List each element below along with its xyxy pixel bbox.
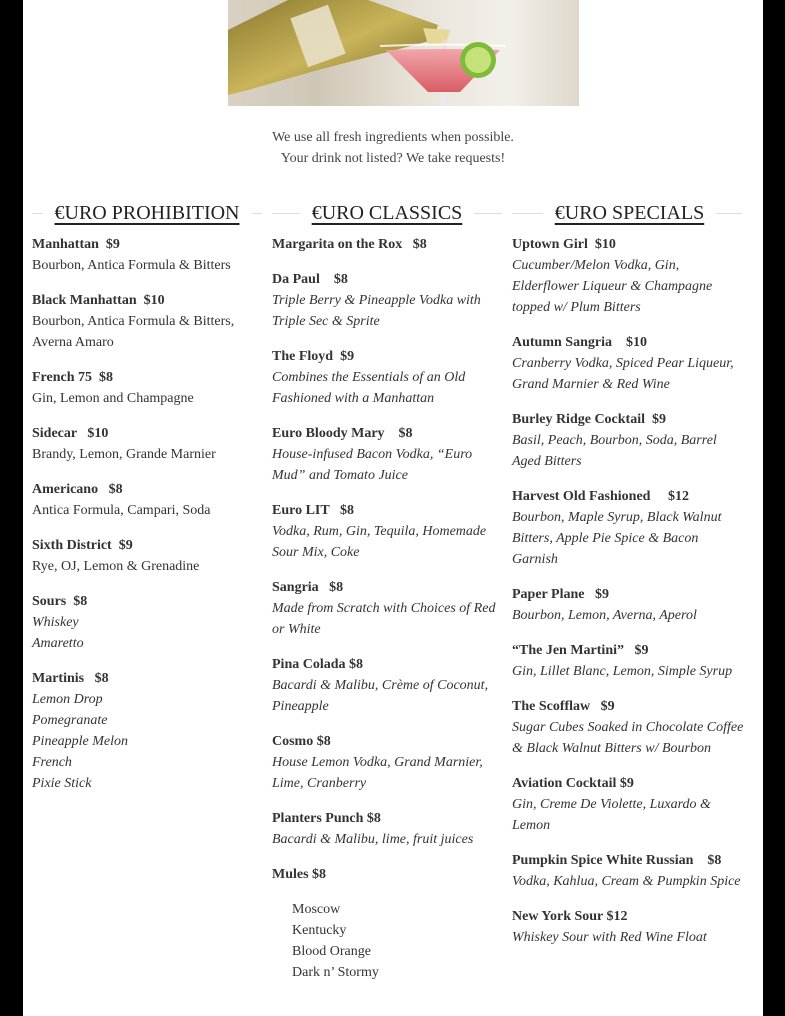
item-name: The Floyd $9 (272, 349, 355, 364)
menu-item (512, 409, 747, 472)
item-name: New York Sour $12 (512, 909, 628, 924)
item-name: Martinis $8 (32, 671, 109, 686)
intro-text (23, 127, 763, 169)
menu-item (512, 906, 747, 948)
item-name: Uptown Girl $10 (512, 237, 616, 252)
section-title: €URO CLASSICS (300, 196, 475, 230)
item-option: Lemon Drop (32, 692, 103, 707)
specials-heading (512, 196, 747, 230)
intro-line-2: Your drink not listed? We take requests! (280, 151, 506, 166)
item-desc: House-infused Bacon Vodka, “Euro Mud” and Tomato Juice (272, 447, 473, 483)
item-name: “The Jen Martini” $9 (512, 643, 649, 658)
item-name: The Scofflaw $9 (512, 699, 615, 714)
item-desc: Brandy, Lemon, Grande Marnier (32, 447, 216, 462)
menu-item (272, 234, 502, 255)
item-name: Da Paul $8 (272, 272, 348, 287)
item-name: Mules $8 (272, 867, 327, 882)
item-option: Whiskey (32, 615, 79, 630)
item-option: Amaretto (32, 636, 84, 651)
cocktail-pour-illustration (228, 0, 579, 106)
menu-item (512, 640, 747, 682)
item-desc: Bacardi & Malibu, Crème of Coconut, Pineapple (272, 678, 489, 714)
menu-item (32, 591, 262, 654)
menu-item (32, 668, 262, 794)
item-desc: Gin, Lillet Blanc, Lemon, Simple Syrup (512, 664, 733, 679)
item-desc: Bourbon, Lemon, Averna, Aperol (512, 608, 697, 623)
item-desc: Bacardi & Malibu, lime, fruit juices (272, 832, 474, 847)
item-desc: House Lemon Vodka, Grand Marnier, Lime, Cranberry (272, 755, 483, 791)
menu-item (272, 269, 502, 332)
menu-item (32, 234, 262, 276)
item-desc: Rye, OJ, Lemon & Grenadine (32, 559, 200, 574)
item-name: Euro LIT $8 (272, 503, 354, 518)
item-desc: Triple Berry & Pineapple Vodka with Triple Sec & Sprite (272, 293, 481, 329)
item-option: Kentucky (292, 923, 347, 938)
item-name: Sours $8 (32, 594, 88, 609)
item-desc: Antica Formula, Campari, Soda (32, 503, 211, 518)
item-name: Cosmo $8 (272, 734, 331, 749)
section-title: €URO SPECIALS (543, 196, 716, 230)
item-desc: Combines the Essentials of an Old Fashioned with a Manhattan (272, 370, 466, 406)
prohibition-heading (32, 196, 262, 230)
menu-page (23, 0, 763, 1016)
menu-item (512, 332, 747, 395)
menu-item (512, 850, 747, 892)
item-name: Paper Plane $9 (512, 587, 609, 602)
menu-item (272, 654, 502, 717)
item-name: Americano $8 (32, 482, 123, 497)
item-desc: Vodka, Rum, Gin, Tequila, Homemade Sour Mix, Coke (272, 524, 487, 560)
item-name: Margarita on the Rox $8 (272, 237, 427, 252)
item-option: Blood Orange (292, 944, 371, 959)
hero-photo-cocktail-pour (228, 0, 579, 106)
menu-item (272, 731, 502, 794)
menu-item (272, 346, 502, 409)
menu-item (272, 864, 502, 983)
item-name: Burley Ridge Cocktail $9 (512, 412, 666, 427)
item-desc: Bourbon, Maple Syrup, Black Walnut Bitters, Apple Pie Spice & Bacon Garnish (512, 510, 722, 567)
section-title: €URO PROHIBITION (43, 196, 252, 230)
intro-line-1: We use all fresh ingredients when possible. (272, 130, 514, 145)
item-desc: Made from Scratch with Choices of Red or White (272, 601, 496, 637)
menu-item (32, 479, 262, 521)
menu-item (32, 367, 262, 409)
classics-column (272, 196, 502, 997)
menu-item (512, 696, 747, 759)
item-name: Pumpkin Spice White Russian $8 (512, 853, 722, 868)
item-name: Planters Punch $8 (272, 811, 381, 826)
menu-item (32, 290, 262, 353)
prohibition-column (32, 196, 262, 808)
item-name: Black Manhattan $10 (32, 293, 165, 308)
item-desc: Bourbon, Antica Formula & Bitters, Averna Amaro (32, 314, 235, 350)
menu-item (32, 423, 262, 465)
item-name: Sidecar $10 (32, 426, 109, 441)
item-desc: Bourbon, Antica Formula & Bitters (32, 258, 231, 273)
item-desc: Basil, Peach, Bourbon, Soda, Barrel Aged Bitters (512, 433, 717, 469)
item-desc: Gin, Creme De Violette, Luxardo & Lemon (512, 797, 711, 833)
item-option: Pomegranate (32, 713, 108, 728)
item-name: Sangria $8 (272, 580, 344, 595)
item-desc: Cranberry Vodka, Spiced Pear Liqueur, Grand Marnier & Red Wine (512, 356, 734, 392)
classics-heading (272, 196, 502, 230)
item-desc: Whiskey Sour with Red Wine Float (512, 930, 707, 945)
item-desc: Cucumber/Melon Vodka, Gin, Elderflower Liqueur & Champagne topped w/ Plum Bitters (512, 258, 713, 315)
menu-item (272, 423, 502, 486)
item-option: Dark n’ Stormy (292, 965, 379, 980)
item-name: Pina Colada $8 (272, 657, 364, 672)
item-option: Pineapple Melon (32, 734, 129, 749)
item-name: Aviation Cocktail $9 (512, 776, 634, 791)
item-name: Autumn Sangria $10 (512, 335, 647, 350)
item-option: French (32, 755, 72, 770)
item-name: Manhattan $9 (32, 237, 120, 252)
menu-item (272, 577, 502, 640)
item-option: Pixie Stick (32, 776, 92, 791)
specials-column (512, 196, 747, 962)
item-name: Harvest Old Fashioned $12 (512, 489, 689, 504)
item-name: French 75 $8 (32, 370, 114, 385)
item-option: Moscow (292, 902, 341, 917)
item-name: Sixth District $9 (32, 538, 133, 553)
menu-item (272, 808, 502, 850)
menu-item (512, 486, 747, 570)
menu-item (512, 773, 747, 836)
item-name: Euro Bloody Mary $8 (272, 426, 413, 441)
item-desc: Vodka, Kahlua, Cream & Pumpkin Spice (512, 874, 741, 889)
menu-item (272, 500, 502, 563)
menu-item (512, 234, 747, 318)
item-desc: Gin, Lemon and Champagne (32, 391, 194, 406)
item-desc: Sugar Cubes Soaked in Chocolate Coffee & Black Walnut Bitters w/ Bourbon (512, 720, 744, 756)
menu-item (32, 535, 262, 577)
menu-item (512, 584, 747, 626)
